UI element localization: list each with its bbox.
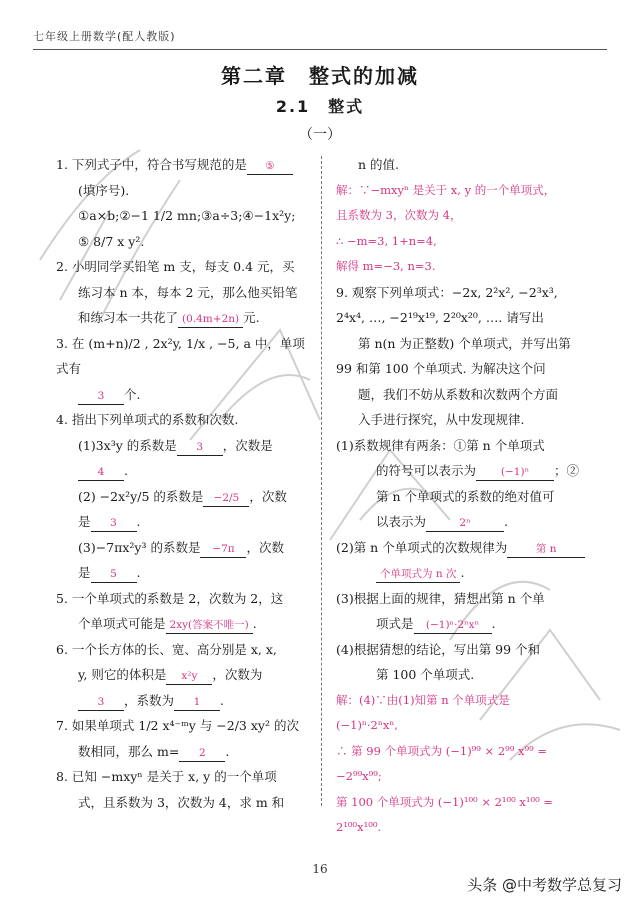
right-column — [336, 152, 614, 841]
question-line — [336, 560, 614, 586]
question-text: (3)−7πx²y³ 的系数是 — [78, 539, 201, 555]
left-column — [56, 152, 312, 815]
question-text: 3. 在 (m+n)/2 , 2x²y, 1/x , −5, a 中，单项式有 — [56, 335, 305, 376]
solution-text: −2⁹⁹x⁹⁹; — [336, 769, 382, 783]
question-line — [336, 331, 614, 357]
solution-text: 且系数为 3，次数为 4， — [336, 208, 462, 222]
question-text: . — [504, 514, 508, 529]
question-line — [336, 611, 614, 637]
answer-blank: ⑤ — [247, 159, 293, 175]
question-line — [56, 152, 312, 178]
answer-blank: 3 — [78, 389, 124, 405]
question-text: ，次数为 — [212, 667, 263, 682]
question-text: 个. — [124, 386, 141, 402]
question-text: (3)根据上面的规律，猜想出第 n 个单 — [336, 590, 545, 606]
question-line — [336, 586, 614, 612]
question-text: (2)第 n 个单项式的次数规律为 — [336, 539, 508, 555]
question-text: (1)系数规律有两条：①第 n 个单项式 — [336, 437, 545, 453]
section-title: 2.1 整式 — [275, 97, 365, 116]
question-text: ，次数 — [249, 488, 287, 504]
question-text: ；② — [554, 463, 580, 478]
question-text: ，次数是 — [222, 437, 273, 453]
question-text: . — [252, 616, 257, 631]
question-line — [56, 560, 312, 586]
answer-blank: −2/5 — [203, 491, 249, 507]
answer-blank: 3 — [177, 440, 223, 456]
question-text: . — [220, 692, 224, 708]
question-text: 1. 下列式子中，符合书写规范的是 — [56, 157, 247, 172]
answer-blank: 2xy(答案不唯一) — [166, 618, 253, 634]
question-line — [56, 790, 312, 816]
answer-blank: (−1)ⁿ·2ⁿxⁿ — [414, 618, 492, 634]
question-text: 9. 观察下列单项式：−2x, 2²x², −2³x³, — [336, 284, 558, 300]
question-text: 是 — [78, 565, 91, 580]
question-text: 的符号可以表示为 — [376, 463, 477, 478]
answer-blank: (0.4m+2n) — [178, 312, 243, 328]
question-text: . — [491, 616, 496, 631]
question-line — [336, 484, 614, 510]
question-text: 题，我们不妨从系数和次数两个方面 — [358, 386, 559, 402]
solution-line — [336, 764, 614, 790]
question-line — [56, 254, 312, 280]
question-text: 入手进行探究，从中发现规律. — [358, 412, 525, 427]
question-text: . — [460, 565, 465, 580]
question-line — [56, 637, 312, 663]
answer-blank: 个单项式为 n 次 — [376, 567, 460, 583]
question-text: 个单项式可能是 — [78, 616, 166, 631]
solution-text: 解：(4)∵由(1)知第 n 个单项式是 — [336, 692, 510, 707]
question-text: . — [136, 565, 141, 580]
question-text: 项式是 — [376, 616, 414, 631]
solution-text: 2¹⁰⁰x¹⁰⁰. — [336, 820, 382, 834]
question-line — [56, 331, 312, 382]
question-text: (4)根据猜想的结论，写出第 99 个和 — [336, 641, 541, 657]
question-text: 99 和第 100 个单项式. 为解决这个问 — [336, 361, 546, 376]
question-line — [336, 407, 614, 433]
solution-text: 解得 m=−3, n=3. — [336, 259, 436, 273]
answer-blank: −7π — [200, 542, 246, 558]
question-text: ①a×b;②−1 1/2 mn;③a÷3;④−1x²y; — [78, 208, 296, 223]
question-line — [336, 662, 614, 688]
question-text: . — [136, 514, 141, 529]
question-line — [336, 458, 614, 484]
question-line — [336, 509, 614, 535]
question-line — [56, 611, 312, 637]
question-line — [336, 356, 614, 382]
question-line — [56, 229, 312, 255]
header-rule — [33, 49, 607, 50]
question-text: (2) −2x²y/5 的系数是 — [78, 488, 204, 504]
part-title: （一） — [299, 127, 341, 143]
question-text: 第 100 个单项式. — [376, 667, 475, 682]
question-line — [56, 764, 312, 790]
column-divider — [321, 156, 322, 806]
brand-watermark: 头条 @中考数学总复习 — [467, 876, 622, 894]
question-text: 5. 一个单项式的系数是 2，次数为 2，这 — [56, 590, 284, 606]
solution-line — [336, 713, 614, 739]
solution-line — [336, 178, 614, 204]
question-line — [336, 637, 614, 663]
answer-blank: 4 — [78, 465, 124, 481]
book-header: 七年级上册数学(配人教版) — [33, 30, 176, 43]
question-text: 练习本 n 本，每本 2 元，那么他买铅笔 — [78, 284, 298, 300]
question-text: . — [124, 463, 128, 478]
question-text: 以表示为 — [376, 514, 427, 529]
question-text: (填序号). — [78, 182, 130, 198]
question-text: 8. 已知 −mxyⁿ 是关于 x, y 的一个单项 — [56, 769, 277, 784]
question-text: 6. 一个长方体的长、宽、高分别是 x, x, — [56, 641, 277, 657]
question-line — [336, 535, 614, 561]
question-text: 是 — [78, 514, 91, 529]
question-line — [336, 305, 614, 331]
question-line — [336, 152, 614, 178]
question-text: 第 n 个单项式的系数的绝对值可 — [376, 488, 555, 504]
solution-text: 解：∵−mxyⁿ 是关于 x, y 的一个单项式， — [336, 182, 556, 197]
question-text: 元. — [243, 310, 260, 325]
question-line — [336, 382, 614, 408]
question-text: ⑤ 8/7 x y². — [78, 233, 145, 249]
question-line — [56, 688, 312, 714]
page-number: 16 — [312, 862, 328, 876]
answer-blank: x²y — [166, 669, 212, 685]
question-line — [56, 433, 312, 484]
question-text: n 的值. — [358, 157, 399, 172]
answer-blank: 3 — [78, 695, 124, 711]
answer-blank: (−1)ⁿ — [476, 465, 554, 481]
chapter-title: 第二章 整式的加减 — [221, 64, 419, 88]
question-text: 式，且系数为 3，次数为 4，求 m 和 — [78, 794, 285, 810]
question-text: ，次数 — [246, 539, 284, 555]
question-line — [56, 586, 312, 612]
solution-line — [336, 203, 614, 229]
question-line — [56, 382, 312, 408]
question-text: 7. 如果单项式 1/2 x⁴⁻ᵐy 与 −2/3 xy² 的次 — [56, 718, 299, 733]
question-text: 2. 小明同学买铅笔 m 支，每支 0.4 元，买 — [56, 259, 295, 274]
question-line — [56, 509, 312, 535]
solution-line — [336, 254, 614, 280]
solution-text: 第 100 个单项式为 (−1)¹⁰⁰ × 2¹⁰⁰ x¹⁰⁰ = — [336, 794, 554, 809]
solution-line — [336, 739, 614, 765]
question-line — [56, 305, 312, 331]
question-line — [336, 433, 614, 459]
question-line — [56, 662, 312, 688]
question-text: 2⁴x⁴, …, −2¹⁹x¹⁹, 2²⁰x²⁰, …. 请写出 — [336, 310, 544, 325]
question-line — [56, 713, 312, 739]
solution-line — [336, 815, 614, 841]
question-line — [336, 280, 614, 306]
question-line — [56, 178, 312, 204]
answer-blank: 1 — [174, 695, 220, 711]
question-line — [56, 535, 312, 561]
question-line — [56, 407, 312, 433]
solution-text: (−1)ⁿ·2ⁿxⁿ, — [336, 718, 398, 732]
question-line — [56, 280, 312, 306]
question-line — [56, 739, 312, 765]
question-text: 第 n(n 为正整数) 个单项式，并写出第 — [358, 335, 571, 351]
solution-text: ∴ −m=3, 1+n=4, — [336, 233, 437, 248]
answer-blank: 5 — [91, 567, 137, 583]
solution-line — [336, 229, 614, 255]
question-text: y, 则它的体积是 — [78, 667, 167, 682]
answer-blank: 3 — [91, 516, 137, 532]
question-text: . — [225, 743, 230, 759]
question-line — [56, 484, 312, 510]
question-text: ，系数为 — [124, 692, 175, 708]
question-text: 4. 指出下列单项式的系数和次数. — [56, 412, 239, 427]
question-text: 数相同，那么 m= — [78, 743, 180, 759]
solution-line — [336, 688, 614, 714]
answer-blank: 2ⁿ — [426, 516, 504, 532]
question-text: 和练习本一共花了 — [78, 310, 179, 325]
answer-blank: 第 n — [507, 542, 585, 558]
question-text: (1)3x³y 的系数是 — [78, 437, 177, 453]
solution-line — [336, 790, 614, 816]
solution-text: ∴ 第 99 个单项式为 (−1)⁹⁹ × 2⁹⁹ x⁹⁹ = — [336, 743, 548, 758]
question-line — [56, 203, 312, 229]
answer-blank: 2 — [179, 746, 225, 762]
